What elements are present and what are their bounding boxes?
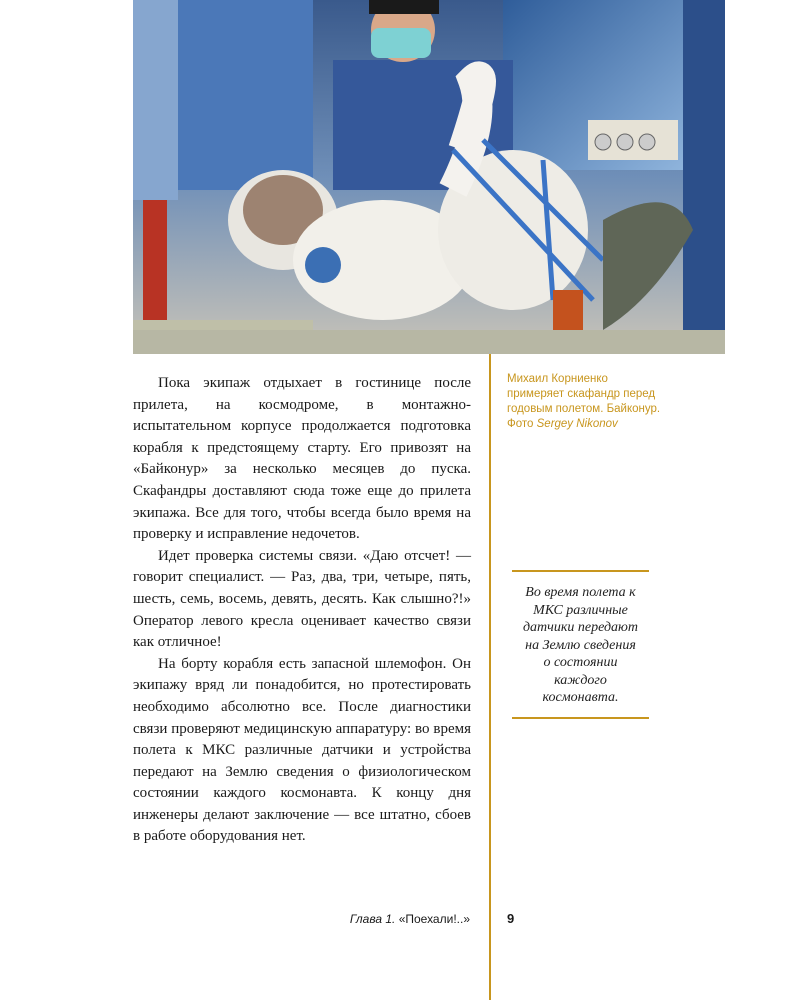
caption-credit-name: Sergey Nikonov	[536, 418, 618, 430]
pull-quote	[512, 570, 649, 719]
caption-credit-prefix: Фото	[507, 418, 534, 430]
cosmonaut-spacesuit-photo-icon	[133, 0, 725, 354]
paragraph: Идет проверка системы связи. «Даю отсчет! — говорит специалист. — Раз, два, три, четыре, пять, шесть, семь, восемь, девять, десять. Как слышно?!» Оператор левого кресла оценивает качество связи как отличное!	[133, 547, 471, 651]
photo-caption	[507, 372, 667, 432]
caption-text: Михаил Корниенко примеряет скафандр перед годовым полетом. Байконур.	[507, 373, 661, 415]
cosmonaut-photo	[133, 0, 725, 354]
paragraph: На борту корабля есть запасной шлемофон. Он экипажу вряд ли понадобится, но протестировать необходимо абсолютно все. После диагностики связи проверяют медицинскую аппаратуру: во время полета к МКС различные датчики и устройства передают на Землю сведения о физиологическом состоянии каждого космонавта. К концу дня инженеры делают заключение — все штатно, сбоев в работе оборудования нет.	[133, 655, 471, 845]
pull-quote-text: Во время полета к МКС различные датчики передают на Землю сведения о состоянии каждого космонавта.	[522, 585, 639, 705]
paragraph: Пока экипаж отдыхает в гостинице после прилета, на космодроме, в монтажно-испытательном корпусе продолжается подготовка корабля к предстоящему старту. Его привозят на «Байконур» за несколько месяцев до пуска. Скафандры доставляют сюда тоже еще до прилета экипажа. Все для того, чтобы всегда было время на проверку и исправление недочетов.	[133, 375, 471, 543]
chapter-title: «Поехали!..»	[398, 912, 470, 926]
running-footer	[300, 912, 470, 926]
vertical-divider	[489, 354, 491, 1000]
page-number: 9	[507, 911, 515, 926]
article-body	[133, 373, 471, 848]
chapter-label: Глава 1.	[349, 912, 396, 926]
